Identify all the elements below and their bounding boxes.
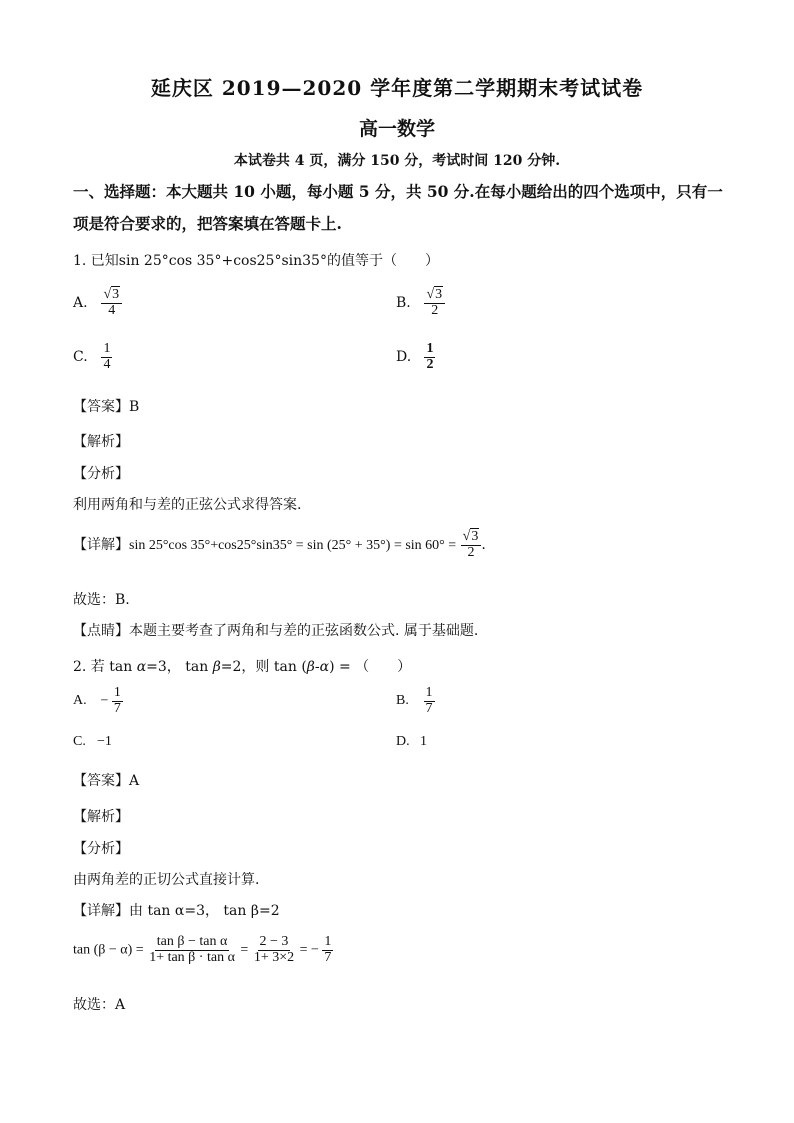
q2-formula: tan (β − α) = $\frac{\text{tan β − tan α}}{\text{1+ tan β · tan α}}$ = $\frac{2 - 3}{1+ 3\times 2}$ = − $\frac{1}{7}$ xyxy=(73,934,332,965)
q1-option-b xyxy=(396,288,445,318)
q1-option-a-label: A. xyxy=(73,295,88,312)
q1-option-d-label: D. xyxy=(396,349,412,366)
q2-answer: 【答案】A xyxy=(73,773,140,789)
q2-option-c: C. −1 xyxy=(73,734,112,749)
section-heading-line2: 项是符合要求的，把答案填在答题卡上. xyxy=(73,214,342,233)
q2-option-c-label: C. xyxy=(73,734,86,749)
q1-option-b-fraction: $\frac{√3}{2}$ xyxy=(424,288,445,318)
q1-fenxi-tag: 【分析】 xyxy=(73,466,129,482)
q1-option-c-fraction: $\frac{1}{4}$ xyxy=(103,341,111,372)
q1-result-fraction: $\frac{√3}{2}$ xyxy=(461,530,482,560)
q2-option-a: A. − $\frac{1}{7}$ xyxy=(73,685,121,716)
q1-dianjing: 【点睛】本题主要考查了两角和与差的正弦函数公式. 属于基础题. xyxy=(73,623,479,639)
q2-formula-frac1: $\frac{\text{tan β − tan α}}{\text{1+ tan β · tan α}}$ xyxy=(149,934,235,965)
q1-option-a-fraction: $\frac{√3}{4}$ xyxy=(101,288,122,318)
q2-option-d: D. 1 xyxy=(396,734,427,749)
q2-formula-frac2: $\frac{2 - 3}{1+ 3\times 2}$ xyxy=(253,934,295,965)
q2-fenxi-tag: 【分析】 xyxy=(73,841,129,857)
q2-option-a-label: A. xyxy=(73,693,87,709)
q1-option-c-label: C. xyxy=(73,349,88,366)
exam-title: 延庆区 2019—2020 学年度第二学期期末考试试卷 xyxy=(150,76,644,100)
q2-option-b-fraction: $\frac{1}{7}$ xyxy=(425,685,433,716)
q2-jiexi-tag: 【解析】 xyxy=(73,809,129,825)
q1-option-c xyxy=(73,342,112,372)
q1-option-b-label: B. xyxy=(396,295,411,312)
q1-stem: 1. 已知sin 25°cos 35°+cos25°sin35°的值等于（ ） xyxy=(73,253,439,269)
q1-xiangjie: 【详解】sin 25°cos 35°+cos25°sin35° = sin (25° + 35°) = sin 60° = $\frac{√3}{2}$ . xyxy=(73,529,486,560)
section-heading-line1: 一、选择题：本大题共 10 小题，每小题 5 分，共 50 分.在每小题给出的四个选项中，只有一 xyxy=(73,182,723,201)
q1-option-a xyxy=(73,288,122,318)
q1-guxuan: 故选：B. xyxy=(73,592,130,608)
q2-fenxi-text: 由两角差的正切公式直接计算. xyxy=(73,872,260,888)
q1-fenxi-text: 利用两角和与差的正弦公式求得答案. xyxy=(73,497,302,513)
q2-guxuan: 故选：A xyxy=(73,997,126,1013)
q1-answer: 【答案】B xyxy=(73,399,140,415)
q2-stem: 2. 若 tan α=3， tan β=2，则 tan (β-α) = （ ） xyxy=(73,659,412,675)
q2-option-d-label: D. xyxy=(396,734,410,749)
q2-option-b-label: B. xyxy=(396,693,409,709)
q1-option-d-fraction: $\frac{1}{2}$ xyxy=(426,341,434,372)
exam-subject: 高一数学 xyxy=(358,118,435,140)
exam-info: 本试卷共 4 页，满分 150 分，考试时间 120 分钟. xyxy=(233,153,561,169)
q2-xiangjie: 【详解】由 tan α=3， tan β=2 xyxy=(73,903,280,919)
q2-option-a-fraction: $\frac{1}{7}$ xyxy=(113,685,121,716)
q2-formula-frac3: $\frac{1}{7}$ xyxy=(324,934,332,965)
q1-option-d xyxy=(396,342,435,372)
q2-option-b xyxy=(396,686,435,716)
q1-jiexi-tag: 【解析】 xyxy=(73,434,129,450)
